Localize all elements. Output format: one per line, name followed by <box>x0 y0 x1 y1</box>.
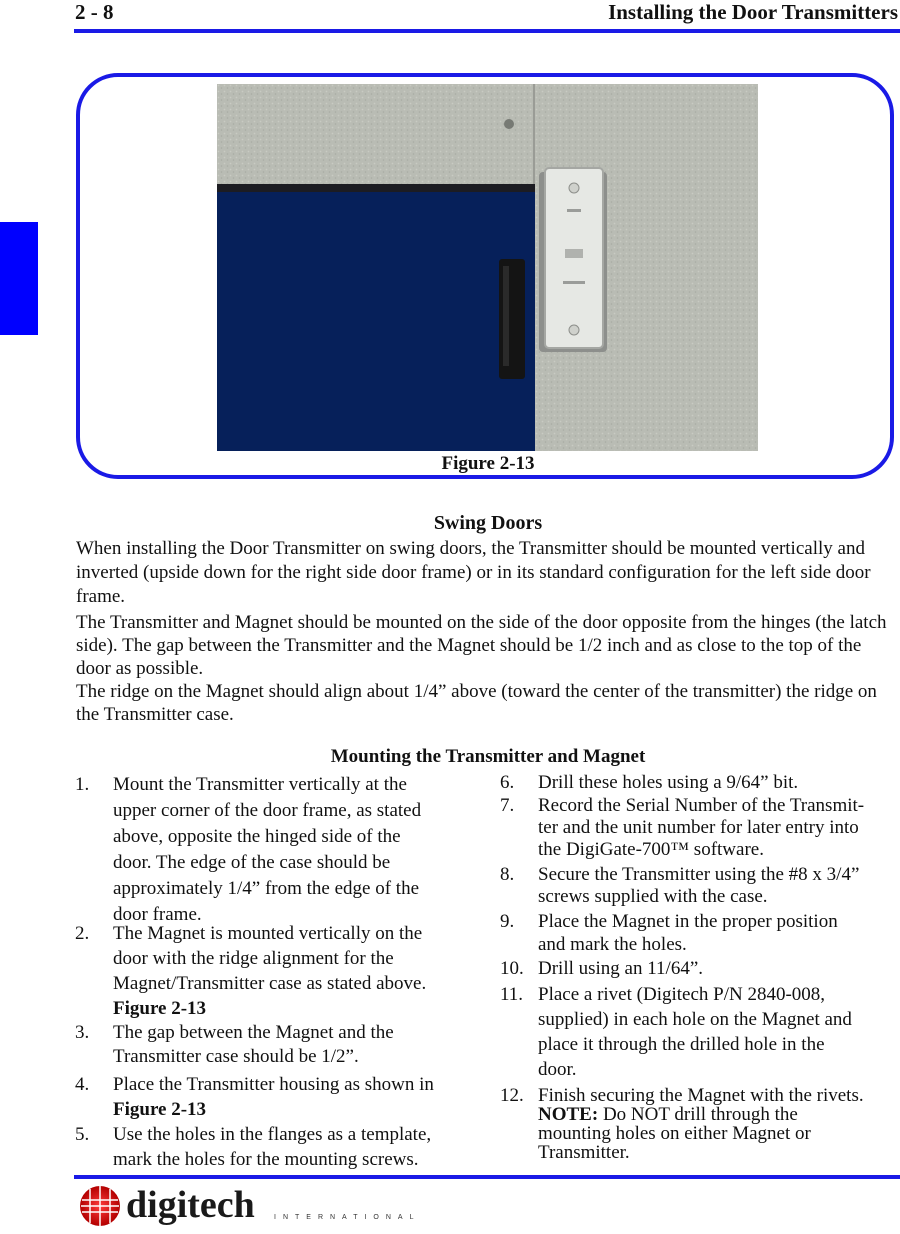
door-top-gap <box>217 184 535 192</box>
transmitter-screw-bottom <box>569 325 579 335</box>
label-block <box>565 249 583 258</box>
paragraph: The Transmitter and Magnet should be mounted on the side of the door opposite from the hinges (the latch side). The gap between the Transmitter and the Magnet should be 1/2 inch and as close to the top of the door as possible. <box>76 612 887 679</box>
chapter-title: Installing the Door Transmitters <box>608 0 898 24</box>
step-line: Use the holes in the flanges as a template, <box>113 1124 432 1145</box>
figure-photo <box>217 84 758 451</box>
section-title-mounting: Mounting the Transmitter and Magnet <box>330 746 646 767</box>
step-line: mark the holes for the mounting screws. <box>113 1149 419 1170</box>
step-line: door with the ridge alignment for the <box>113 948 394 969</box>
step-line: approximately 1/4” from the edge of the <box>113 878 420 899</box>
paragraph: When installing the Door Transmitter on swing doors, the Transmitter should be mounted vertically and inverted (upside down for the right side door frame) or in its standard configuration for the left side door frame. <box>76 538 871 607</box>
step-line: Record the Serial Number of the Transmit- <box>538 795 865 816</box>
header-rule <box>74 29 900 33</box>
frame-screw <box>504 119 514 129</box>
magnet <box>499 259 525 379</box>
logo-subtitle: INTERNATIONAL <box>274 1214 418 1221</box>
note-text: Transmitter. <box>538 1142 630 1163</box>
step-number: 6. <box>500 772 515 793</box>
step-line: place it through the drilled hole in the <box>538 1034 825 1055</box>
figure-caption: Figure 2-13 <box>441 453 535 474</box>
step-line: and mark the holes. <box>538 934 687 955</box>
step-number: 5. <box>75 1124 90 1145</box>
step-line: Magnet/Transmitter case as stated above. <box>113 973 427 994</box>
step-line: Place the Magnet in the proper position <box>538 911 838 932</box>
note <box>538 1105 864 1124</box>
step-line: Place a rivet (Digitech P/N 2840-008, <box>538 984 826 1005</box>
step-line: upper corner of the door frame, as stated <box>113 800 422 821</box>
section-title-swing-doors: Swing Doors <box>433 512 543 534</box>
step-number: 7. <box>500 795 515 816</box>
step-line: door frame. <box>113 904 202 925</box>
step-number: 4. <box>75 1074 90 1095</box>
step-number: 12. <box>500 1085 524 1106</box>
step-number: 11. <box>500 984 524 1005</box>
step-line: the DigiGate-700™ software. <box>538 839 764 860</box>
step-line: supplied) in each hole on the Magnet and <box>538 1009 852 1030</box>
note-text: Do NOT drill through the <box>598 1104 798 1125</box>
note-label: NOTE: <box>538 1104 599 1125</box>
step-line: above, opposite the hinged side of the <box>113 826 401 847</box>
label-mark <box>567 209 581 212</box>
section-tab-marker <box>0 222 38 335</box>
figure-reference: Figure 2-13 <box>113 1099 207 1120</box>
step-line: Transmitter case should be 1/2”. <box>113 1046 359 1067</box>
logo-graphic <box>78 1183 418 1229</box>
transmitter-screw-top <box>569 183 579 193</box>
step-number: 10. <box>500 958 524 979</box>
step-line: Drill these holes using a 9/64” bit. <box>538 772 799 793</box>
footer-rule <box>74 1175 900 1179</box>
door-panel <box>217 192 535 451</box>
step-line: The gap between the Magnet and the <box>113 1022 394 1043</box>
step-number: 1. <box>75 774 90 795</box>
logo-wordmark: digitech <box>126 1184 255 1226</box>
step-line: ter and the unit number for later entry into <box>538 817 859 838</box>
step-line: door. <box>538 1059 577 1080</box>
step-number: 9. <box>500 911 515 932</box>
step-line: Mount the Transmitter vertically at the <box>113 774 407 795</box>
step-line: The Magnet is mounted vertically on the <box>113 923 423 944</box>
step-line: Place the Transmitter housing as shown in <box>113 1074 434 1095</box>
note-text: mounting holes on either Magnet or <box>538 1123 811 1144</box>
door-transmitter-photo <box>217 84 758 451</box>
step-line: Drill using an 11/64”. <box>538 958 703 979</box>
step-number: 2. <box>75 923 90 944</box>
page-number: 2 - 8 <box>75 0 114 24</box>
paragraph: The ridge on the Magnet should align about 1/4” above (toward the center of the transmitter) the ridge on the Transmitter case. <box>76 681 877 725</box>
step-line: Finish securing the Magnet with the rivets. <box>538 1085 864 1106</box>
step-line: door. The edge of the case should be <box>113 852 391 873</box>
step-line: Secure the Transmitter using the #8 x 3/4” <box>538 864 860 885</box>
step-line: screws supplied with the case. <box>538 886 768 907</box>
digitech-logo <box>78 1183 418 1229</box>
step-number: 8. <box>500 864 515 885</box>
figure-reference: Figure 2-13 <box>113 998 207 1019</box>
label-mark <box>563 281 585 284</box>
step-number: 3. <box>75 1022 90 1043</box>
magnet-ridge <box>503 266 509 366</box>
